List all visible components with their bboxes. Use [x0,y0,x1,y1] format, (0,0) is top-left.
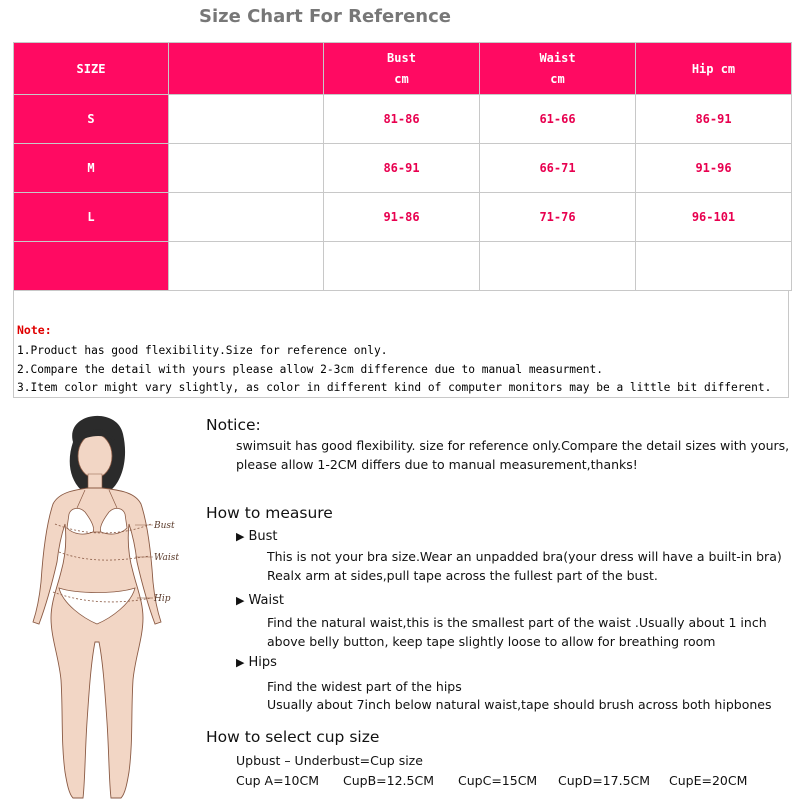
hip-cell: 96-101 [636,193,792,242]
notes-box [13,290,789,398]
blank-cell [169,242,324,291]
triangle-bullet-icon: ▶ [236,530,245,543]
cup-size-title: How to select cup size [206,728,380,746]
face-shape [78,434,112,478]
waist-cell: 71-76 [480,193,636,242]
hip-cell [636,242,792,291]
header-bust-label: Bust [387,50,416,65]
bust-label: Bust [154,521,175,531]
bust-cell: 91-86 [324,193,480,242]
bust-cell: 86-91 [324,144,480,193]
size-cell [14,242,169,291]
bust-cell [324,242,480,291]
table-header-row [14,43,792,95]
blank-cell [169,144,324,193]
waist-line-1: Find the natural waist,this is the smallest part of the waist .Usually about 1 inch [267,615,767,630]
body-shape [33,488,161,798]
waist-label: Waist [154,553,179,563]
cup-c-value: CupC=15CM [458,773,538,788]
header-blank [169,43,324,95]
blank-cell [169,95,324,144]
blank-cell [169,193,324,242]
bust-line-1: This is not your bra size.Wear an unpadded bra(your dress will have a built-in bra) [267,549,782,564]
chart-title: Size Chart For Reference [199,6,451,27]
body-measurement-illustration [25,412,195,800]
hip-label: Hip [154,594,171,604]
hips-line-2: Usually about 7inch below natural waist,tape should brush across both hipbones [267,697,772,712]
header-bust-unit: cm [394,71,409,86]
cup-b-value: CupB=12.5CM [343,773,434,788]
hip-cell: 86-91 [636,95,792,144]
table-row [14,144,792,193]
size-chart-table [13,42,792,291]
waist-line-2: above belly button, keep tape slightly loose to allow for breathing room [267,634,716,649]
cup-d-value: CupD=17.5CM [558,773,651,788]
table-row [14,95,792,144]
size-cell: M [14,144,169,193]
notice-title: Notice: [206,416,261,434]
how-to-measure-title: How to measure [206,504,333,522]
note-line-1: 1.Product has good flexibility.Size for reference only. [17,344,388,357]
triangle-bullet-icon: ▶ [236,656,245,669]
header-waist-unit: cm [550,71,565,86]
table-row [14,193,792,242]
bust-line-2: Realx arm at sides,pull tape across the fullest part of the bust. [267,568,658,583]
cup-size-formula: Upbust – Underbust=Cup size [236,753,423,768]
waist-section-label: ▶ Waist [236,593,284,608]
neck-shape [88,474,102,488]
waist-cell [480,242,636,291]
header-size: SIZE [14,43,169,95]
header-hip: Hip cm [636,43,792,95]
table-row [14,242,792,291]
size-cell: S [14,95,169,144]
note-title: Note: [17,323,52,337]
header-bust [324,43,480,95]
hips-section-label: ▶ Hips [236,655,277,670]
header-waist [480,43,636,95]
cup-a-value: Cup A=10CM [236,773,320,788]
cup-e-value: CupE=20CM [669,773,748,788]
note-line-2: 2.Compare the detail with yours please allow 2-3cm difference due to manual measurment. [17,363,603,376]
waist-cell: 61-66 [480,95,636,144]
notice-line-1: swimsuit has good flexibility. size for reference only.Compare the detail sizes with yours, [236,438,790,453]
waist-cell: 66-71 [480,144,636,193]
bust-cell: 81-86 [324,95,480,144]
note-line-3: 3.Item color might vary slightly, as color in different kind of computer monitors may be a little bit different. [17,381,772,394]
header-waist-label: Waist [539,50,576,65]
hip-cell: 91-96 [636,144,792,193]
hips-line-1: Find the widest part of the hips [267,679,462,694]
triangle-bullet-icon: ▶ [236,594,245,607]
notice-line-2: please allow 1-2CM differs due to manual measurement,thanks! [236,457,638,472]
bust-section-label: ▶ Bust [236,529,278,544]
size-cell: L [14,193,169,242]
